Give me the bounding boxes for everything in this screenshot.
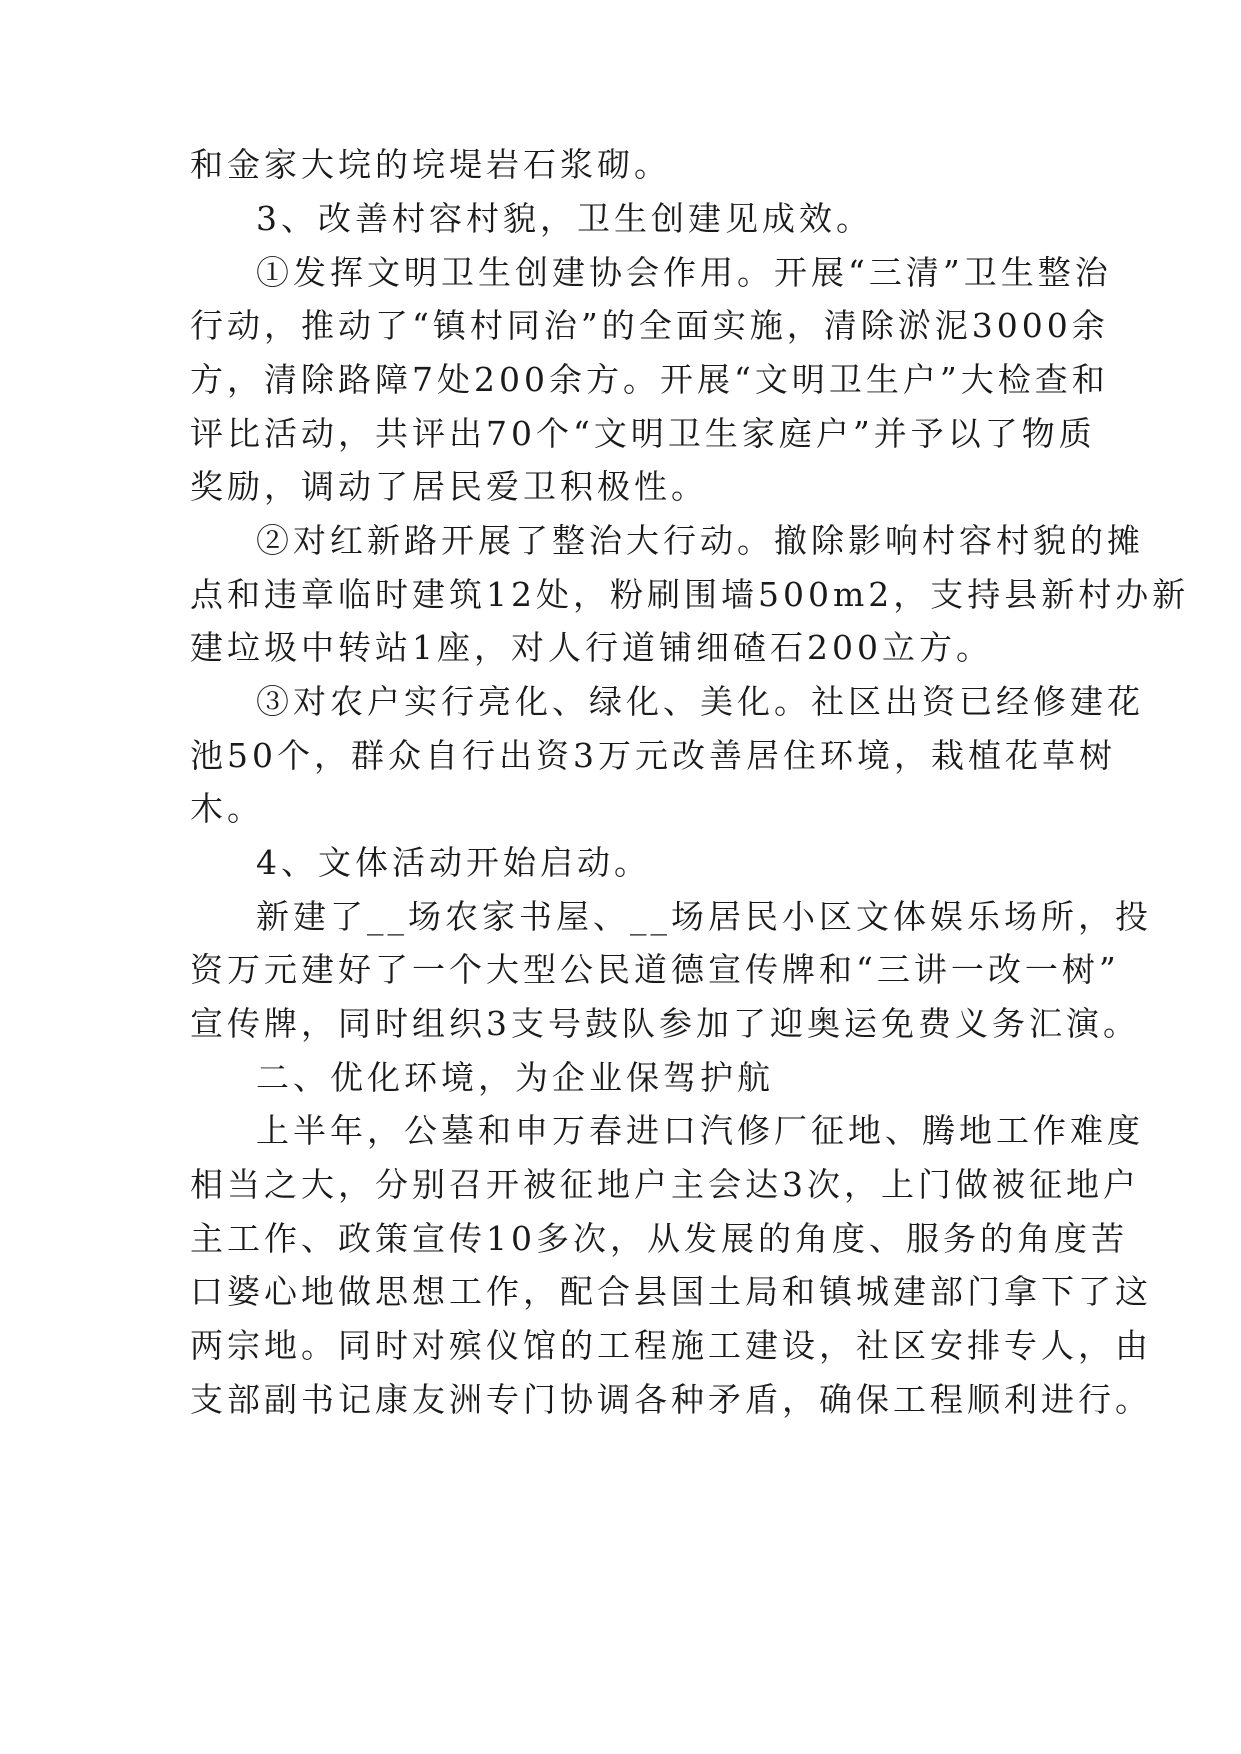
paragraph-line: 奖励，调动了居民爱卫积极性。 — [190, 467, 708, 506]
paragraph-line: 木。 — [190, 789, 264, 828]
paragraph-line: 点和违章临时建筑12处，粉刷围墙500m2，支持县新村办新 — [190, 575, 1190, 614]
paragraph-line: 评比活动，共评出70个“文明卫生家庭户”并予以了物质 — [190, 414, 1096, 453]
section-heading: 3、改善村容村貌，卫生创建见成效。 — [256, 199, 873, 238]
paragraph-line: 和金家大垸的垸堤岩石浆砌。 — [190, 145, 671, 184]
paragraph-line: ①发挥文明卫生创建协会作用。开展“三清”卫生整治 — [256, 253, 1112, 292]
paragraph-line: 建垃圾中转站1座，对人行道铺细碴石200立方。 — [190, 628, 993, 667]
paragraph-line: 口婆心地做思想工作，配合县国土局和镇城建部门拿下了这 — [190, 1272, 1152, 1311]
paragraph-line: 新建了__场农家书屋、__场居民小区文体娱乐场所，投 — [256, 897, 1152, 936]
paragraph-line: 相当之大，分别召开被征地户主会达3次，上门做被征地户 — [190, 1165, 1140, 1204]
paragraph-line: 方，清除路障7处200余方。开展“文明卫生户”大检查和 — [190, 360, 1109, 399]
paragraph-line: 资万元建好了一个大型公民道德宣传牌和“三讲一改一树” — [190, 950, 1120, 989]
paragraph-line: 池50个，群众自行出资3万元改善居住环境，栽植花草树 — [190, 736, 1116, 775]
paragraph-line: 宣传牌，同时组织3支号鼓队参加了迎奥运免费义务汇演。 — [190, 1004, 1140, 1043]
paragraph-line: 支部副书记康友洲专门协调各种矛盾，确保工程顺利进行。 — [190, 1380, 1152, 1419]
paragraph-line: 上半年，公墓和申万春进口汽修厂征地、腾地工作难度 — [256, 1111, 1144, 1150]
section-heading: 二、优化环境，为企业保驾护航 — [256, 1058, 774, 1097]
paragraph-line: 两宗地。同时对殡仪馆的工程施工建设，社区安排专人，由 — [190, 1326, 1152, 1365]
paragraph-line: 主工作、政策宣传10多次，从发展的角度、服务的角度苦 — [190, 1219, 1128, 1258]
paragraph-line: ②对红新路开展了整治大行动。撤除影响村容村貌的摊 — [256, 521, 1144, 560]
paragraph-line: ③对农户实行亮化、绿化、美化。社区出资已经修建花 — [256, 682, 1144, 721]
paragraph-line: 行动，推动了“镇村同治”的全面实施，清除淤泥3000余 — [190, 306, 1109, 345]
section-heading: 4、文体活动开始启动。 — [256, 843, 651, 882]
